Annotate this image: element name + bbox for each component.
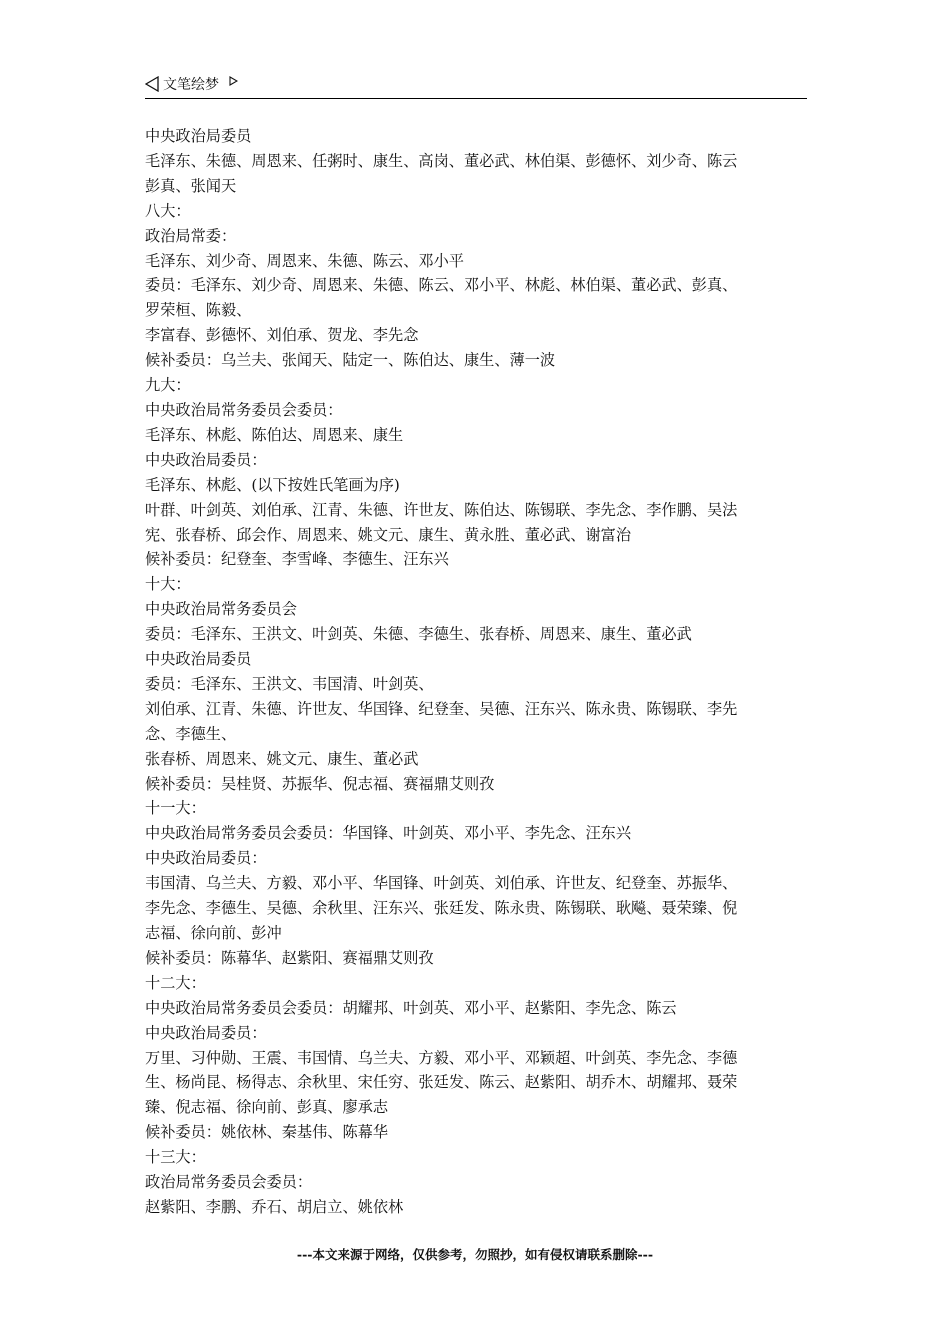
text-line: 罗荣桓、陈毅、 (145, 301, 252, 320)
text-line: 中央政治局委员： (145, 450, 267, 469)
text-line: 十三大： (145, 1148, 206, 1167)
text-line: 委员：毛泽东、王洪文、叶剑英、朱德、李德生、张春桥、周恩来、康生、董必武 (145, 625, 692, 644)
text-line: 政治局常委： (145, 226, 237, 245)
text-line: 志福、徐向前、彭冲 (145, 924, 282, 942)
document-body (145, 124, 809, 1220)
text-line: 叶群、叶剑英、刘伯承、江青、朱德、许世友、陈伯达、陈锡联、李先念、李作鹏、吴法 (145, 500, 738, 519)
text-line: 十大： (145, 575, 191, 594)
left-triangle-icon (145, 76, 159, 92)
page-header (145, 74, 807, 99)
text-line: 中央政治局常务委员会委员：胡耀邦、叶剑英、邓小平、赵紫阳、李先念、陈云 (145, 998, 677, 1017)
text-line: 中央政治局委员： (145, 1023, 267, 1042)
text-line: 韦国清、乌兰夫、方毅、邓小平、华国锋、叶剑英、刘伯承、许世友、纪登奎、苏振华、 (145, 874, 738, 893)
text-line: 张春桥、周恩来、姚文元、康生、董必武 (145, 749, 419, 768)
text-line: 候补委员：吴桂贤、苏振华、倪志福、赛福鼎艾则孜 (145, 774, 495, 793)
text-line: 候补委员：乌兰夫、张闻天、陆定一、陈伯达、康生、薄一波 (145, 351, 556, 370)
text-line: 中央政治局常务委员会委员：华国锋、叶剑英、邓小平、李先念、汪东兴 (145, 824, 631, 843)
text-line: 毛泽东、林彪、陈伯达、周恩来、康生 (145, 425, 404, 444)
text-line: 臻、倪志福、徐向前、彭真、廖承志 (145, 1098, 388, 1117)
text-line: 八大： (145, 201, 191, 220)
text-line: 中央政治局委员 (145, 127, 252, 145)
text-line: 毛泽东、林彪、(以下按姓氏笔画为序) (145, 475, 400, 494)
text-line: 委员：毛泽东、刘少奇、周恩来、朱德、陈云、邓小平、林彪、林伯渠、董必武、彭真、 (145, 276, 738, 295)
text-line: 毛泽东、刘少奇、周恩来、朱德、陈云、邓小平 (145, 251, 464, 270)
text-line: 李富春、彭德怀、刘伯承、贺龙、李先念 (145, 326, 419, 345)
page-footer-disclaimer: ---本文来源于网络，仅供参考，勿照抄，如有侵权请联系删除--- (296, 1247, 654, 1262)
text-line: 宪、张春桥、邱会作、周恩来、姚文元、康生、黄永胜、董必武、谢富治 (145, 525, 631, 544)
text-line: 中央政治局委员 (145, 650, 252, 669)
text-line: 十一大： (145, 799, 206, 818)
text-line: 念、李德生、 (145, 724, 237, 743)
text-line: 刘伯承、江青、朱德、许世友、华国锋、纪登奎、吴德、汪东兴、陈永贵、陈锡联、李先 (145, 699, 738, 718)
text-line: 李先念、李德生、吴德、余秋里、汪东兴、张廷发、陈永贵、陈锡联、耿飚、聂荣臻、倪 (145, 899, 738, 918)
header-brand (145, 74, 238, 94)
text-line: 委员：毛泽东、王洪文、韦国清、叶剑英、 (145, 674, 434, 693)
text-line: 中央政治局常务委员会委员： (145, 400, 343, 419)
text-line: 赵紫阳、李鹏、乔石、胡启立、姚依林 (145, 1197, 404, 1216)
text-line: 中央政治局常务委员会 (145, 600, 297, 619)
text-line: 毛泽东、朱德、周恩来、任粥时、康生、高岗、董必武、林伯渠、彭德怀、刘少奇、陈云 (145, 151, 738, 170)
text-line: 九大： (145, 376, 191, 395)
text-line: 候补委员：陈幕华、赵紫阳、赛福鼎艾则孜 (145, 948, 434, 967)
text-line: 候补委员：姚依林、秦基伟、陈幕华 (145, 1123, 388, 1142)
header-brand-text: 文笔绘梦 (163, 77, 219, 93)
text-line: 中央政治局委员： (145, 849, 267, 868)
text-line: 候补委员：纪登奎、李雪峰、李德生、汪东兴 (145, 550, 449, 569)
text-line: 万里、习仲勋、王震、韦国情、乌兰夫、方毅、邓小平、邓颖超、叶剑英、李先念、李德 (145, 1048, 738, 1067)
text-line: 十二大： (145, 973, 206, 992)
text-line: 政治局常务委员会委员： (145, 1173, 313, 1192)
right-triangle-icon (229, 76, 238, 86)
text-line: 生、杨尚昆、杨得志、余秋里、宋任穷、张廷发、陈云、赵紫阳、胡乔木、胡耀邦、聂荣 (145, 1073, 738, 1092)
text-line: 彭真、张闻天 (145, 176, 237, 195)
